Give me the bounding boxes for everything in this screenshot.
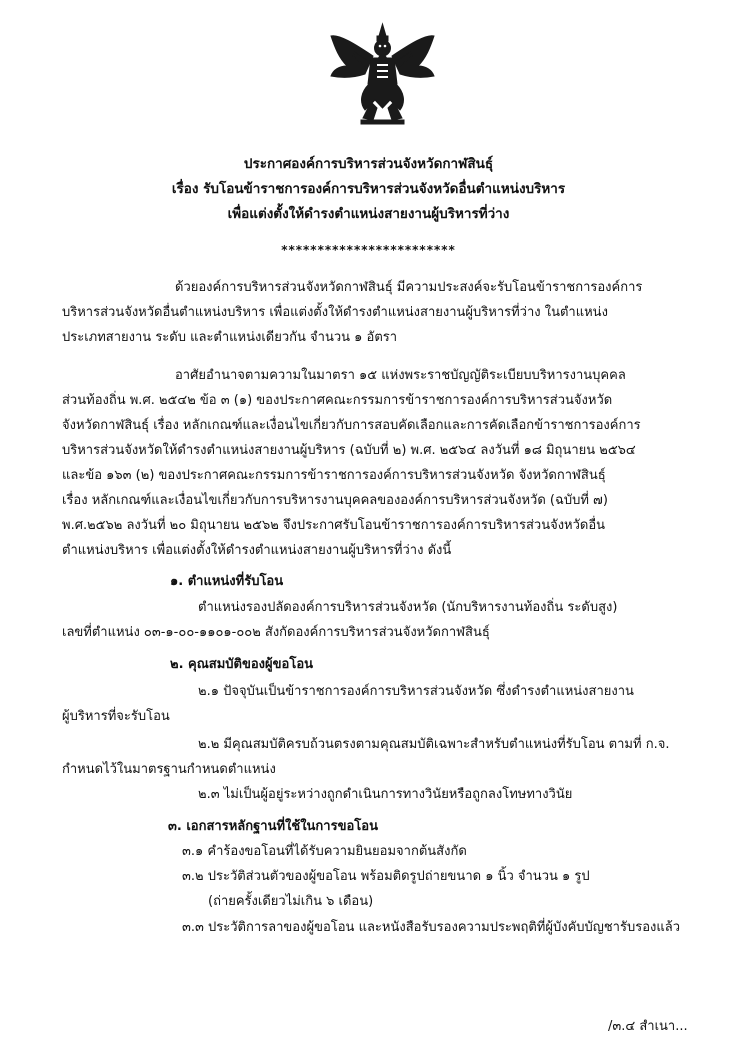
intro-line: ด้วยองค์การบริหารส่วนจังหวัดกาฬสินธุ์ มีความประสงค์จะรับโอนข้าราชการองค์การ <box>175 280 643 295</box>
announcement-title: ประกาศองค์การบริหารส่วนจังหวัดกาฬสินธุ์ <box>243 156 494 172</box>
intro-line: บริหารส่วนจังหวัดอื่นตำแหน่งบริหาร เพื่อแต่งตั้งให้ดำรงตำแหน่งสายงานผู้บริหารที่ว่าง ในตำแหน่ง <box>62 305 608 320</box>
authority-line: จังหวัดกาฬสินธุ์ เรื่อง หลักเกณฑ์และเงื่อนไขเกี่ยวกับการสอบคัดเลือกและการคัดเลือกข้าราชการองค์การ <box>62 418 641 433</box>
section-2-item: ผู้บริหารที่จะรับโอน <box>62 709 170 724</box>
section-2-item: กำหนดไว้ในมาตรฐานกำหนดตำแหน่ง <box>62 762 276 777</box>
section-3-item: ๓.๓ ประวัติการลาของผู้ขอโอน และหนังสือรับรองความประพฤติที่ผู้บังคับบัญชารับรองแล้ว <box>182 920 680 935</box>
authority-line: เรื่อง หลักเกณฑ์และเงื่อนไขเกี่ยวกับการบริหารงานบุคคลขององค์การบริหารส่วนจังหวัด (ฉบับที่ ๗) <box>62 493 608 508</box>
section-1-line: เลขที่ตำแหน่ง ๐๓-๑-๐๐-๑๑๐๑-๐๐๒ สังกัดองค์การบริหารส่วนจังหวัดกาฬสินธุ์ <box>62 625 490 640</box>
section-3-item: (ถ่ายครั้งเดียวไม่เกิน ๖ เดือน) <box>208 894 374 909</box>
section-3-heading: ๓. เอกสารหลักฐานที่ใช้ในการขอโอน <box>168 819 378 834</box>
authority-line: ส่วนท้องถิ่น พ.ศ. ๒๕๔๒ ข้อ ๓ (๑) ของประกาศคณะกรรมการข้าราชการองค์การบริหารส่วนจังหวัด <box>62 393 613 408</box>
intro-line: ประเภทสายงาน ระดับ และตำแหน่งเดียวกัน จำนวน ๑ อัตรา <box>62 330 398 345</box>
section-2-item: ๒.๑ ปัจจุบันเป็นข้าราชการองค์การบริหารส่วนจังหวัด ซึ่งดำรงตำแหน่งสายงาน <box>198 684 634 699</box>
section-3-item: ๓.๑ คำร้องขอโอนที่ได้รับความยินยอมจากต้นสังกัด <box>182 844 467 859</box>
section-2-item: ๒.๒ มีคุณสมบัติครบถ้วนตรงตามคุณสมบัติเฉพาะสำหรับตำแหน่งที่รับโอน ตามที่ ก.จ. <box>198 737 670 752</box>
authority-line: บริหารส่วนจังหวัดให้ดำรงตำแหน่งสายงานผู้บริหาร (ฉบับที่ ๒) พ.ศ. ๒๕๖๔ ลงวันที่ ๑๘ มิถุนายน ๒๕๖๔ <box>62 443 636 458</box>
authority-line: พ.ศ.๒๕๖๒ ลงวันที่ ๒๐ มิถุนายน ๒๕๖๒ จึงประกาศรับโอนข้าราชการองค์การบริหารส่วนจังหวัดอื่น <box>62 518 606 533</box>
continued-note: /๓.๔ สำเนา... <box>608 1019 688 1034</box>
section-2-heading: ๒. คุณสมบัติของผู้ขอโอน <box>170 657 314 672</box>
authority-line: ตำแหน่งบริหาร เพื่อแต่งตั้งให้ดำรงตำแหน่งสายงานผู้บริหารที่ว่าง ดังนี้ <box>62 543 452 558</box>
announcement-subject-cont: เพื่อแต่งตั้งให้ดำรงตำแหน่งสายงานผู้บริหารที่ว่าง <box>227 206 510 222</box>
section-1-heading: ๑. ตำแหน่งที่รับโอน <box>170 574 284 589</box>
authority-line: และข้อ ๑๖๓ (๒) ของประกาศคณะกรรมการข้าราชการองค์การบริหารส่วนจังหวัด จังหวัดกาฬสินธุ์ <box>62 468 606 483</box>
section-1-line: ตำแหน่งรองปลัดองค์การบริหารส่วนจังหวัด (นักบริหารงานท้องถิ่น ระดับสูง) <box>198 600 618 615</box>
announcement-subject: เรื่อง รับโอนข้าราชการองค์การบริหารส่วนจังหวัดอื่นตำแหน่งบริหาร <box>171 181 566 197</box>
section-2-item: ๒.๓ ไม่เป็นผู้อยู่ระหว่างถูกดำเนินการทางวินัยหรือถูกลงโทษทางวินัย <box>198 787 573 802</box>
separator: ************************ <box>281 243 456 257</box>
garuda-emblem-icon <box>325 22 440 127</box>
authority-line: อาศัยอำนาจตามความในมาตรา ๑๕ แห่งพระราชบัญญัติระเบียบบริหารงานบุคคล <box>175 368 626 383</box>
section-3-item: ๓.๒ ประวัติส่วนตัวของผู้ขอโอน พร้อมติดรูปถ่ายขนาด ๑ นิ้ว จำนวน ๑ รูป <box>182 869 590 884</box>
